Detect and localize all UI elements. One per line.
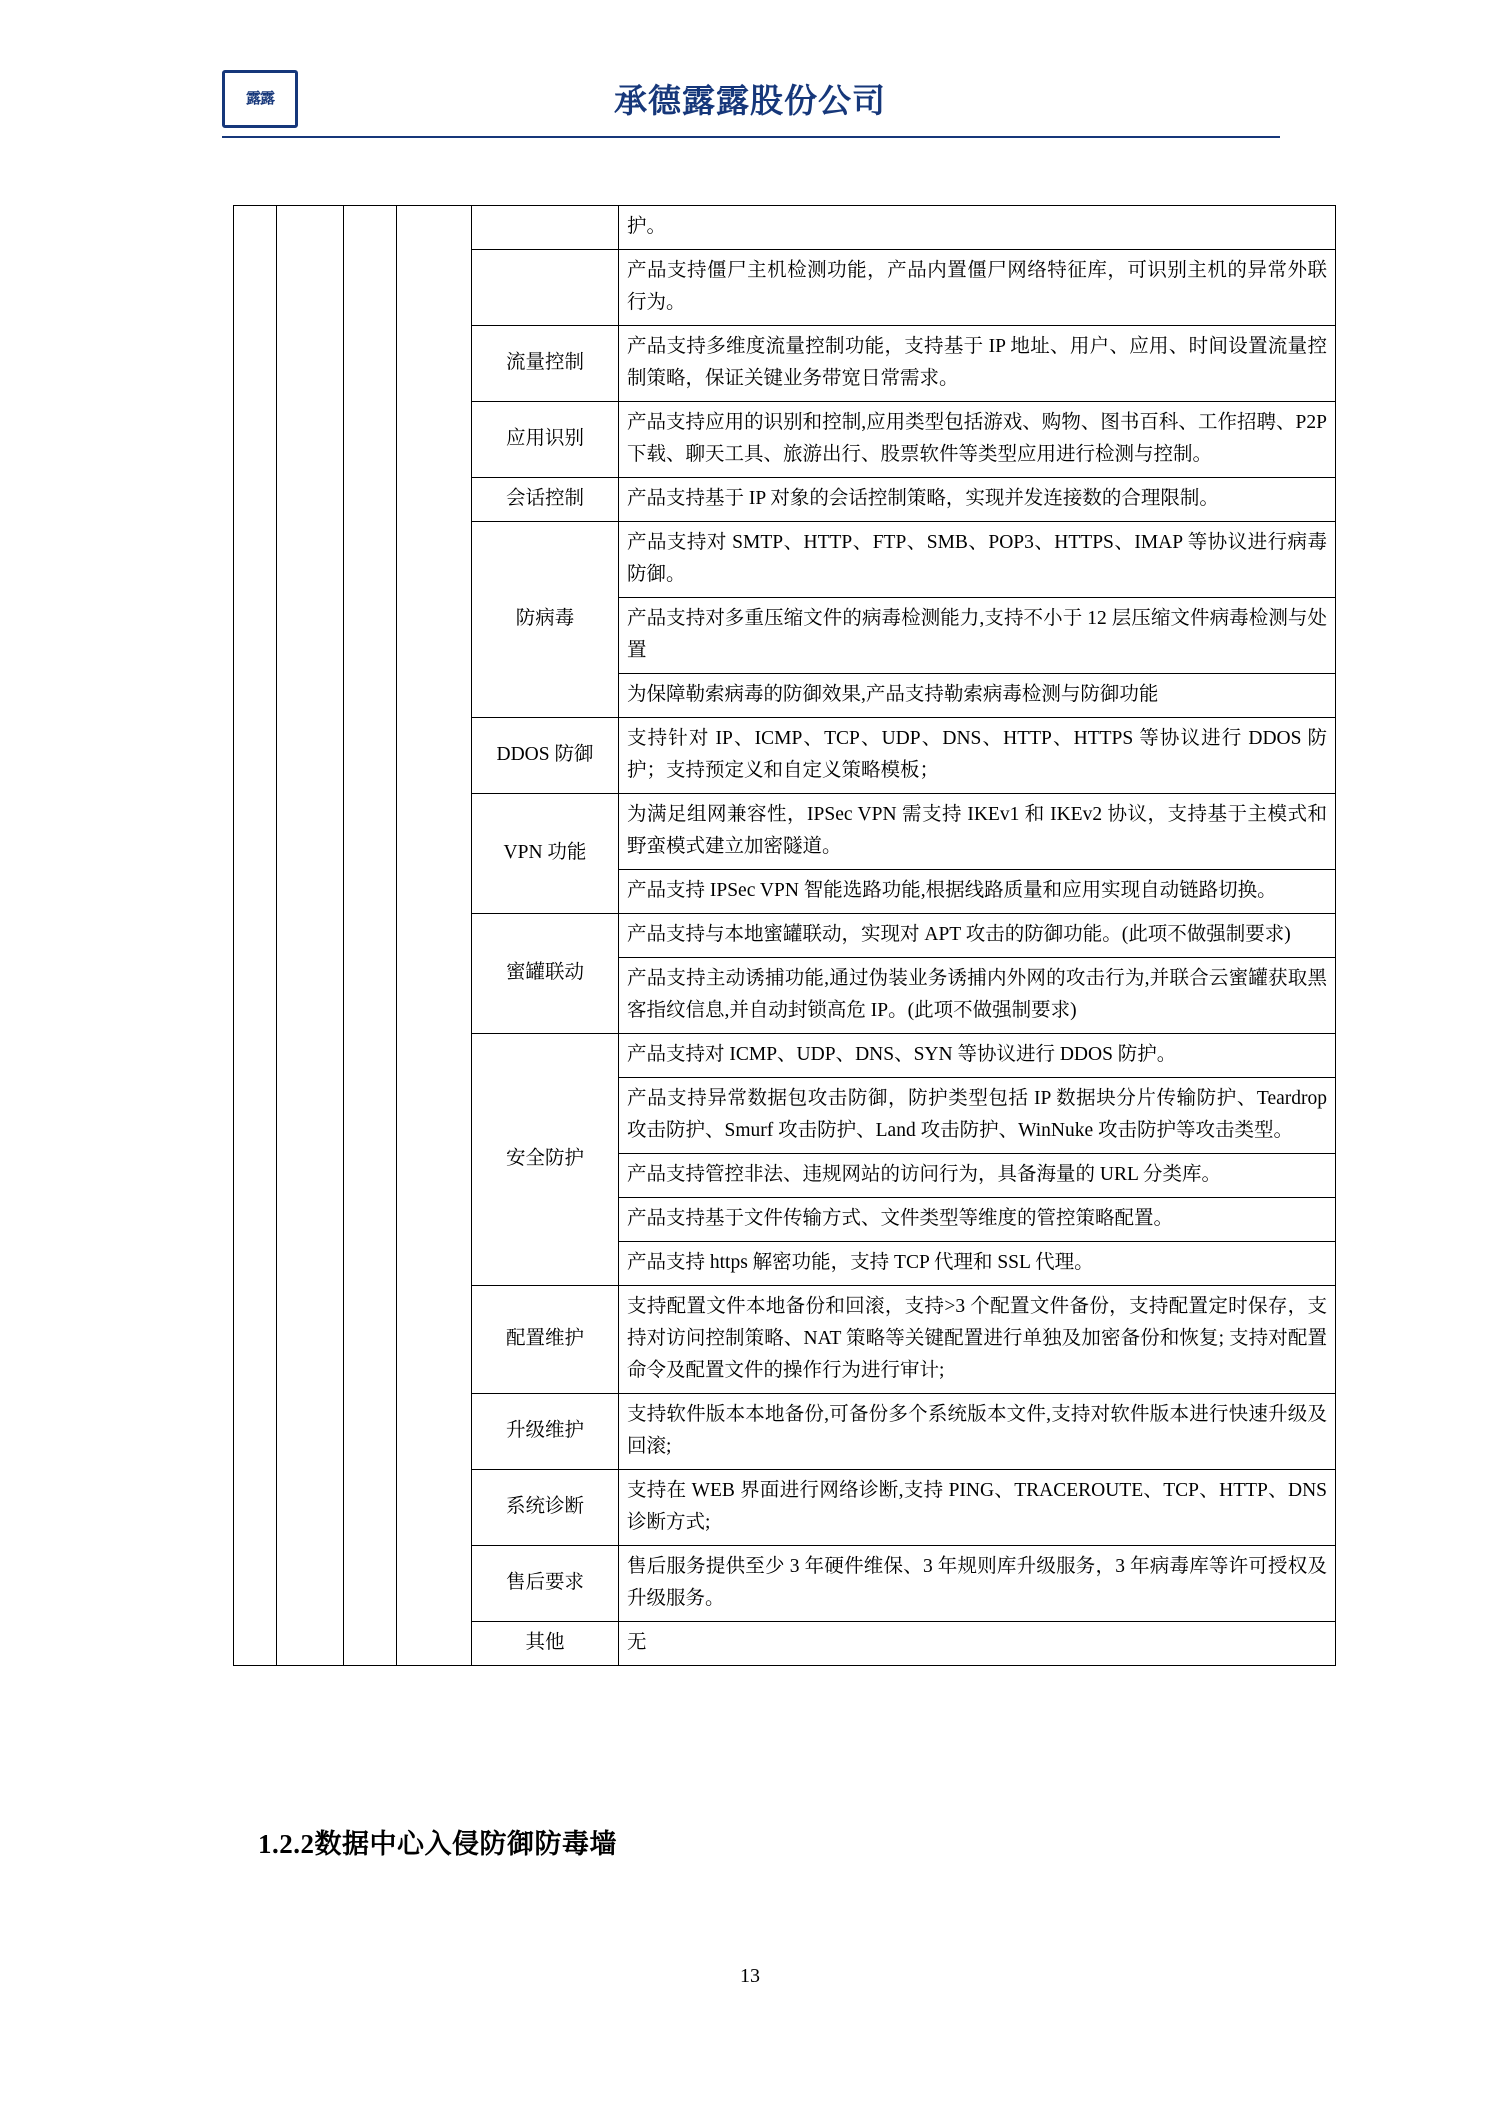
page-header (0, 70, 1500, 160)
section-title: 数据中心入侵防御防毒墙 (314, 1829, 617, 1860)
company-title: 承德露露股份公司 (614, 81, 886, 120)
spec-table (233, 205, 1336, 1666)
row-label: 配置维护 (472, 1286, 619, 1394)
row-desc: 产品支持僵尸主机检测功能，产品内置僵尸网络特征库，可识别主机的异常外联行为。 (619, 250, 1336, 326)
row-label: 蜜罐联动 (472, 914, 619, 1034)
row-desc: 产品支持基于文件传输方式、文件类型等维度的管控策略配置。 (619, 1198, 1336, 1242)
row-desc: 产品支持应用的识别和控制,应用类型包括游戏、购物、图书百科、工作招聘、P2P 下载、聊天工具、旅游出行、股票软件等类型应用进行检测与控制。 (619, 402, 1336, 478)
spec-table-wrapper (233, 205, 1327, 1666)
row-desc: 产品支持对多重压缩文件的病毒检测能力,支持不小于 12 层压缩文件病毒检测与处置 (619, 598, 1336, 674)
row-desc: 无 (619, 1622, 1336, 1666)
row-desc: 支持针对 IP、ICMP、TCP、UDP、DNS、HTTP、HTTPS 等协议进行 DDOS 防护；支持预定义和自定义策略模板； (619, 718, 1336, 794)
row-label: 防病毒 (472, 522, 619, 718)
page-number: 13 (740, 1965, 760, 1987)
row-desc: 产品支持管控非法、违规网站的访问行为，具备海量的 URL 分类库。 (619, 1154, 1336, 1198)
section-heading (258, 1822, 617, 1861)
row-desc: 产品支持与本地蜜罐联动，实现对 APT 攻击的防御功能。(此项不做强制要求) (619, 914, 1336, 958)
row-label (472, 250, 619, 326)
row-desc: 支持配置文件本地备份和回滚，支持>3 个配置文件备份，支持配置定时保存，支持对访问控制策略、NAT 策略等关键配置进行单独及加密备份和恢复; 支持对配置命令及配置文件的操作行为进行审计; (619, 1286, 1336, 1394)
row-desc: 产品支持异常数据包攻击防御，防护类型包括 IP 数据块分片传输防护、Teardrop 攻击防护、Smurf 攻击防护、Land 攻击防护、WinNuke 攻击防护等攻击类型。 (619, 1078, 1336, 1154)
row-desc: 支持在 WEB 界面进行网络诊断,支持 PING、TRACEROUTE、TCP、HTTP、DNS 诊断方式; (619, 1470, 1336, 1546)
row-desc: 护。 (619, 206, 1336, 250)
row-desc: 为满足组网兼容性，IPSec VPN 需支持 IKEv1 和 IKEv2 协议，支持基于主模式和野蛮模式建立加密隧道。 (619, 794, 1336, 870)
row-desc: 产品支持对 ICMP、UDP、DNS、SYN 等协议进行 DDOS 防护。 (619, 1034, 1336, 1078)
row-desc: 产品支持 IPSec VPN 智能选路功能,根据线路质量和应用实现自动链路切换。 (619, 870, 1336, 914)
row-desc: 产品支持基于 IP 对象的会话控制策略，实现并发连接数的合理限制。 (619, 478, 1336, 522)
row-label: DDOS 防御 (472, 718, 619, 794)
col-spacer-3 (344, 206, 397, 1666)
row-label: 售后要求 (472, 1546, 619, 1622)
row-desc: 产品支持多维度流量控制功能，支持基于 IP 地址、用户、应用、时间设置流量控制策略，保证关键业务带宽日常需求。 (619, 326, 1336, 402)
row-label: 应用识别 (472, 402, 619, 478)
col-spacer-1 (234, 206, 277, 1666)
table-row (234, 206, 1336, 250)
row-label: 安全防护 (472, 1034, 619, 1286)
row-desc: 产品支持主动诱捕功能,通过伪装业务诱捕内外网的攻击行为,并联合云蜜罐获取黑客指纹信息,并自动封锁高危 IP。(此项不做强制要求) (619, 958, 1336, 1034)
row-label: VPN 功能 (472, 794, 619, 914)
header-divider (222, 136, 1280, 138)
row-label (472, 206, 619, 250)
col-spacer-4 (397, 206, 472, 1666)
row-desc: 售后服务提供至少 3 年硬件维保、3 年规则库升级服务，3 年病毒库等许可授权及升级服务。 (619, 1546, 1336, 1622)
row-label: 流量控制 (472, 326, 619, 402)
spec-table-body (234, 206, 1336, 1666)
row-label: 升级维护 (472, 1394, 619, 1470)
row-label: 其他 (472, 1622, 619, 1666)
col-spacer-2 (277, 206, 344, 1666)
row-desc: 产品支持对 SMTP、HTTP、FTP、SMB、POP3、HTTPS、IMAP 等协议进行病毒防御。 (619, 522, 1336, 598)
row-desc: 产品支持 https 解密功能，支持 TCP 代理和 SSL 代理。 (619, 1242, 1336, 1286)
logo-text: 露露 (245, 90, 274, 107)
row-label: 会话控制 (472, 478, 619, 522)
section-number: 1.2.2 (258, 1829, 315, 1859)
row-desc: 为保障勒索病毒的防御效果,产品支持勒索病毒检测与防御功能 (619, 674, 1336, 718)
row-desc: 支持软件版本本地备份,可备份多个系统版本文件,支持对软件版本进行快速升级及回滚; (619, 1394, 1336, 1470)
row-label: 系统诊断 (472, 1470, 619, 1546)
